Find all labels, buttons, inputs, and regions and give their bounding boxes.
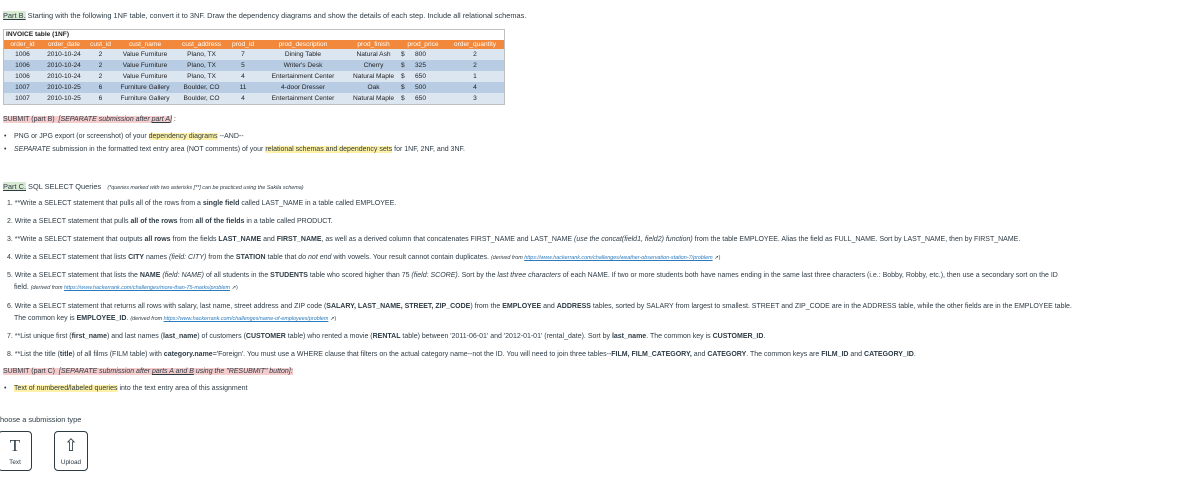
query-3: 3. **Write a SELECT statement that outputs all rows from the fields LAST_NAME and FIRST_NAME, as well as a derived column that concatenates FIRST_NAME and LAST_NAME (use the concat(field1, field2) function) from the table EMPLOYEE. Alias the field as FULL_NAME. Sort by LAST_NAME, then by FIRST_NAME. bbox=[7, 236, 1021, 243]
upload-submission-label: Upload bbox=[60, 459, 82, 466]
currency-symbol: $ bbox=[401, 84, 405, 91]
cust-id-cell: 2 bbox=[87, 60, 114, 71]
prod-id-cell: 5 bbox=[227, 60, 259, 71]
cust-name-cell: Furniture Gallery bbox=[114, 93, 176, 104]
order-id-cell: 1006 bbox=[4, 49, 41, 60]
col-header: prod_description bbox=[259, 40, 347, 49]
cust-address-cell: Boulder, CO bbox=[176, 93, 227, 104]
cust-name-cell: Value Furniture bbox=[114, 49, 176, 60]
order-date-cell: 2010-10-24 bbox=[41, 60, 87, 71]
cust-id-cell: 2 bbox=[87, 49, 114, 60]
order-date-cell: 2010-10-24 bbox=[41, 49, 87, 60]
order-quantity-cell: 4 bbox=[446, 82, 504, 93]
prod-description-cell: 4-door Dresser bbox=[259, 82, 347, 93]
prod-description-cell: Entertainment Center bbox=[259, 93, 347, 104]
query-6-cont: The common key is EMPLOYEE_ID. (derived from https://www.hackerrank.com/challenges/name-of-employees/problem ↗) bbox=[14, 315, 337, 322]
price-value: 500 bbox=[415, 84, 427, 91]
col-header: order_date bbox=[41, 40, 87, 49]
prod-price-cell bbox=[400, 49, 446, 60]
part-b-heading bbox=[3, 11, 526, 20]
col-header: cust_address bbox=[176, 40, 227, 49]
prod-price-cell bbox=[400, 60, 446, 71]
order-id-cell: 1007 bbox=[4, 93, 41, 104]
submission-type-heading: hoose a submission type bbox=[0, 415, 82, 424]
query-6: 6. Write a SELECT statement that returns all rows with salary, last name, street address and ZIP code (SALARY, LAST_NAME, STREET, ZIP_CODE) from the EMPLOYEE and ADDRESS tables, sorted by SALARY from largest to smallest. STREET and ZIP_CODE are in the ADDRESS table, while the other fields are in the EMPLOYEE table. bbox=[7, 303, 1072, 310]
query-8: 8. **List the title (title) of all films (FILM table) with category.name='Foreign'. You must use a WHERE clause that filters on the actual category name--not the ID. You will need to join three tables--FILM, FILM_CATEGORY, and CATEGORY. The common keys are FILM_ID and CATEGORY_ID. bbox=[7, 351, 916, 358]
col-header: order_id bbox=[4, 40, 41, 49]
query-5-cont: field. (derived from https://www.hackerrank.com/challenges/more-than-75-marks/problem ↗) bbox=[14, 284, 238, 291]
submit-b-heading: SUBMIT (part B) [SEPARATE submission after part A] : bbox=[3, 116, 176, 123]
bullet-icon: • bbox=[4, 385, 7, 392]
prod-price-cell bbox=[400, 93, 446, 104]
col-header: cust_id bbox=[87, 40, 114, 49]
hackerrank-link-employees[interactable]: https://www.hackerrank.com/challenges/name-of-employees/problem bbox=[163, 316, 329, 322]
prod-description-cell: Entertainment Center bbox=[259, 71, 347, 82]
prod-description-cell: Writer's Desk bbox=[259, 60, 347, 71]
price-value: 650 bbox=[415, 95, 427, 102]
invoice-header-row bbox=[4, 40, 504, 49]
query-1: 1. **Write a SELECT statement that pulls all of the rows from a single field called LAST_NAME in a table called EMPLOYEE. bbox=[7, 200, 397, 207]
order-date-cell: 2010-10-25 bbox=[41, 93, 87, 104]
order-id-cell: 1007 bbox=[4, 82, 41, 93]
prod-price-cell bbox=[400, 71, 446, 82]
submit-b-label: SUBMIT (part B) [SEPARATE submission after part A] bbox=[3, 116, 172, 123]
col-header: prod_price bbox=[400, 40, 446, 49]
submit-c-bullet: Text of numbered/labeled queries into the text entry area of this assignment bbox=[14, 385, 248, 392]
query-2: 2. Write a SELECT statement that pulls all of the rows from all of the fields in a table called PRODUCT. bbox=[7, 218, 333, 225]
external-link-icon: ↗) bbox=[712, 255, 721, 261]
col-header: order_quantity bbox=[446, 40, 504, 49]
submit-c-heading bbox=[3, 368, 293, 375]
part-b-instruction: Starting with the following 1NF table, convert it to 3NF. Draw the dependency diagrams and show the details of each step. Include all relational schemas. bbox=[25, 11, 527, 20]
prod-id-cell: 4 bbox=[227, 71, 259, 82]
invoice-caption: INVOICE table (1NF) bbox=[6, 31, 70, 38]
currency-symbol: $ bbox=[401, 51, 405, 58]
cust-address-cell: Plano, TX bbox=[176, 71, 227, 82]
invoice-row bbox=[4, 49, 504, 60]
prod-price-cell bbox=[400, 82, 446, 93]
query-7: 7. **List unique first (first_name) and last names (last_name) of customers (CUSTOMER table) who rented a movie (RENTAL table) between '2011-06-01' and '2012-01-01' (rental_date). Sort by last_name. The common key is CUSTOMER_ID. bbox=[7, 333, 766, 340]
currency-symbol: $ bbox=[401, 73, 405, 80]
upload-submission-button[interactable] bbox=[54, 431, 88, 471]
currency-symbol: $ bbox=[401, 62, 405, 69]
prod-finish-cell: Natural Maple bbox=[347, 71, 400, 82]
text-type-icon: T bbox=[9, 436, 21, 455]
bullet-icon: • bbox=[4, 133, 7, 140]
prod-finish-cell: Natural Maple bbox=[347, 93, 400, 104]
invoice-grid bbox=[4, 40, 504, 104]
prod-id-cell: 4 bbox=[227, 93, 259, 104]
query-4: 4. Write a SELECT statement that lists CITY names (field: CITY) from the STATION table that do not end with vowels. Your result cannot contain duplicates. (derived from https://www.hackerrank.com/challenges/weather-observation-station-7/problem ↗) bbox=[7, 254, 721, 261]
query-5: 5. Write a SELECT statement that lists the NAME (field: NAME) of all students in the STUDENTS table who scored higher than 75 (field: SCORE). Sort by the last three characters of each NAME. If two or more students both have names ending in the same last three characters (i.e.: Bobby, Robby, etc.), then use a secondary sort on the ID bbox=[7, 272, 1058, 279]
cust-address-cell: Plano, TX bbox=[176, 49, 227, 60]
invoice-row bbox=[4, 93, 504, 104]
submit-b-bullet-2: SEPARATE submission in the formatted text entry area (NOT comments) of your relational schemas and dependency sets for 1NF, 2NF, and 3NF. bbox=[14, 146, 465, 153]
invoice-table bbox=[3, 29, 505, 105]
order-quantity-cell: 2 bbox=[446, 60, 504, 71]
prod-id-cell: 7 bbox=[227, 49, 259, 60]
submit-b-bullet-1: PNG or JPG export (or screenshot) of your dependency diagrams --AND-- bbox=[14, 133, 244, 140]
text-submission-label: Text bbox=[9, 459, 21, 466]
submit-c-label: SUBMIT (part C) [SEPARATE submission after parts A and B using the "RESUBMIT" button]: bbox=[3, 368, 293, 375]
prod-finish-cell: Cherry bbox=[347, 60, 400, 71]
cust-name-cell: Value Furniture bbox=[114, 71, 176, 82]
invoice-row bbox=[4, 71, 504, 82]
order-id-cell: 1006 bbox=[4, 71, 41, 82]
cust-address-cell: Boulder, CO bbox=[176, 82, 227, 93]
cust-id-cell: 6 bbox=[87, 82, 114, 93]
cust-name-cell: Value Furniture bbox=[114, 60, 176, 71]
col-header: prod_finish bbox=[347, 40, 400, 49]
bullet-icon: • bbox=[4, 146, 7, 153]
part-c-heading: Part C. SQL SELECT Queries (*queries marked with two asterisks [**] can be practiced using the Sakila schema) bbox=[3, 182, 304, 191]
part-b-label: Part B. bbox=[3, 11, 26, 20]
prod-finish-cell: Oak bbox=[347, 82, 400, 93]
external-link-icon: ↗) bbox=[229, 285, 238, 291]
col-header: prod_id bbox=[227, 40, 259, 49]
price-value: 650 bbox=[415, 73, 427, 80]
prod-id-cell: 11 bbox=[227, 82, 259, 93]
cust-id-cell: 6 bbox=[87, 93, 114, 104]
prod-finish-cell: Natural Ash bbox=[347, 49, 400, 60]
order-quantity-cell: 3 bbox=[446, 93, 504, 104]
text-submission-button[interactable] bbox=[0, 431, 32, 471]
order-quantity-cell: 2 bbox=[446, 49, 504, 60]
external-link-icon: ↗) bbox=[328, 316, 337, 322]
cust-id-cell: 2 bbox=[87, 71, 114, 82]
order-quantity-cell: 1 bbox=[446, 71, 504, 82]
cust-name-cell: Furniture Gallery bbox=[114, 82, 176, 93]
invoice-row bbox=[4, 60, 504, 71]
hackerrank-link-marks[interactable]: https://www.hackerrank.com/challenges/more-than-75-marks/problem bbox=[64, 285, 230, 291]
upload-icon: ⇧ bbox=[63, 436, 79, 455]
prod-description-cell: Dining Table bbox=[259, 49, 347, 60]
invoice-row bbox=[4, 82, 504, 93]
currency-symbol: $ bbox=[401, 95, 405, 102]
order-date-cell: 2010-10-24 bbox=[41, 71, 87, 82]
order-id-cell: 1006 bbox=[4, 60, 41, 71]
order-date-cell: 2010-10-25 bbox=[41, 82, 87, 93]
price-value: 800 bbox=[415, 51, 427, 58]
col-header: cust_name bbox=[114, 40, 176, 49]
cust-address-cell: Plano, TX bbox=[176, 60, 227, 71]
hackerrank-link-station[interactable]: https://www.hackerrank.com/challenges/weather-observation-station-7/problem bbox=[524, 255, 713, 261]
price-value: 325 bbox=[415, 62, 427, 69]
